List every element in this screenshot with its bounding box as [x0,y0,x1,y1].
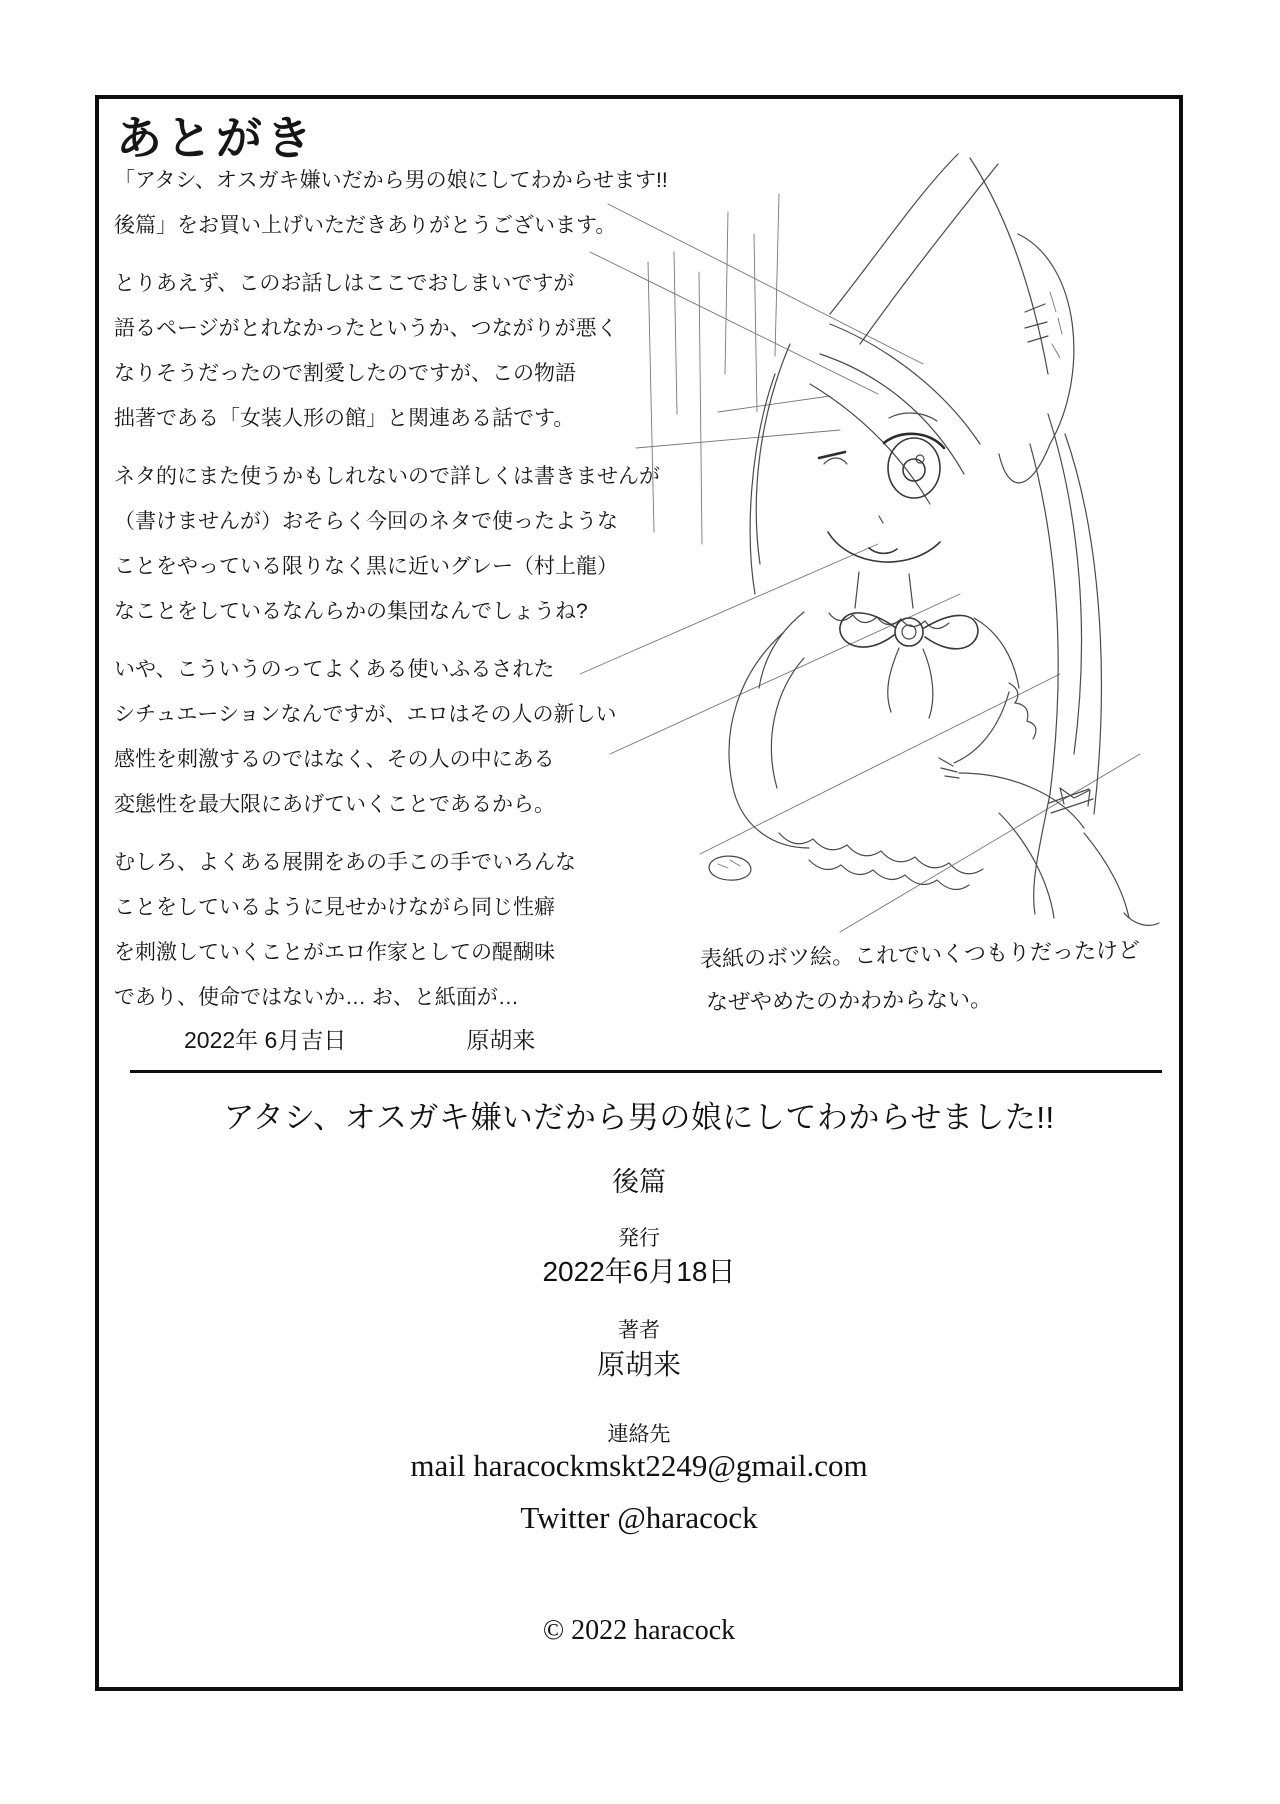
hw-line: 後篇」をお買い上げいただきありがとうございます。 [114,214,617,237]
hw-line: むしろ、よくある展開をあの手この手でいろんな [114,851,576,874]
divider-rule [130,1070,1162,1073]
contact-label: 連絡先 [607,1423,671,1446]
hw-line: 語るページがとれなかったというか、つながりが悪く [114,317,618,340]
handwritten-date: 2022年 6月吉日 [184,1027,347,1053]
hw-line: なことをしているなんらかの集団なんでしょうね? [114,600,588,623]
hw-line: であり、使命ではないか… お、と紙面が… [114,986,519,1009]
hw-line: 変態性を最大限にあげていくことであるから。 [114,793,555,816]
author-name: 原胡来 [596,1349,681,1380]
cover-sketch [578,112,1182,936]
afterword-heading: あとがき [116,112,316,164]
sketch-drawing-icon [578,112,1182,936]
hw-line: 「アタシ、オスガキ嫌いだから男の娘にしてわからせます!! [114,169,668,192]
copyright-line: © 2022 haracock [542,1615,736,1646]
hw-line: （書けませんが）おそらく今回のネタで使ったような [114,510,618,533]
hw-line: ことをしているように見せかけながら同じ性癖 [114,896,555,919]
publish-date: 2022年6月18日 [542,1256,736,1287]
contact-twitter: Twitter @haracock [520,1500,758,1535]
author-label: 著者 [618,1319,660,1342]
hw-line: シチュエーションなんですが、エロはその人の新しい [114,703,617,726]
colophon-volume: 後篇 [612,1167,666,1197]
hw-line: 拙著である「女装人形の館」と関連ある話です。 [114,407,575,430]
hw-line: ことをやっている限りなく黒に近いグレー（村上龍） [114,555,618,578]
hw-line: を刺激していくことがエロ作家としての醍醐味 [114,941,555,964]
hw-line: 感性を刺激するのではなく、その人の中にある [114,748,555,771]
colophon-title: アタシ、オスガキ嫌いだから男の娘にしてわからせました!! [223,1100,1055,1135]
handwritten-signature: 原胡来 [466,1027,536,1053]
sketch-caption-line2: なぜやめたのかわからない。 [705,986,993,1015]
date-signature-row [114,1022,634,1067]
publish-label: 発行 [618,1227,660,1250]
sketch-caption-line1: 表紙のボツ絵。これでいくつもりだったけど [699,937,1141,972]
hw-line: ネタ的にまた使うかもしれないので詳しくは書きませんが [114,465,660,488]
contact-mail: mail haracockmskt2249@gmail.com [410,1448,868,1483]
hw-line: いや、こういうのってよくある使いふるされた [114,658,555,681]
hw-line: なりそうだったので割愛したのですが、この物語 [114,362,576,385]
hw-line: とりあえず、このお話しはここでおしまいですが [114,272,575,295]
